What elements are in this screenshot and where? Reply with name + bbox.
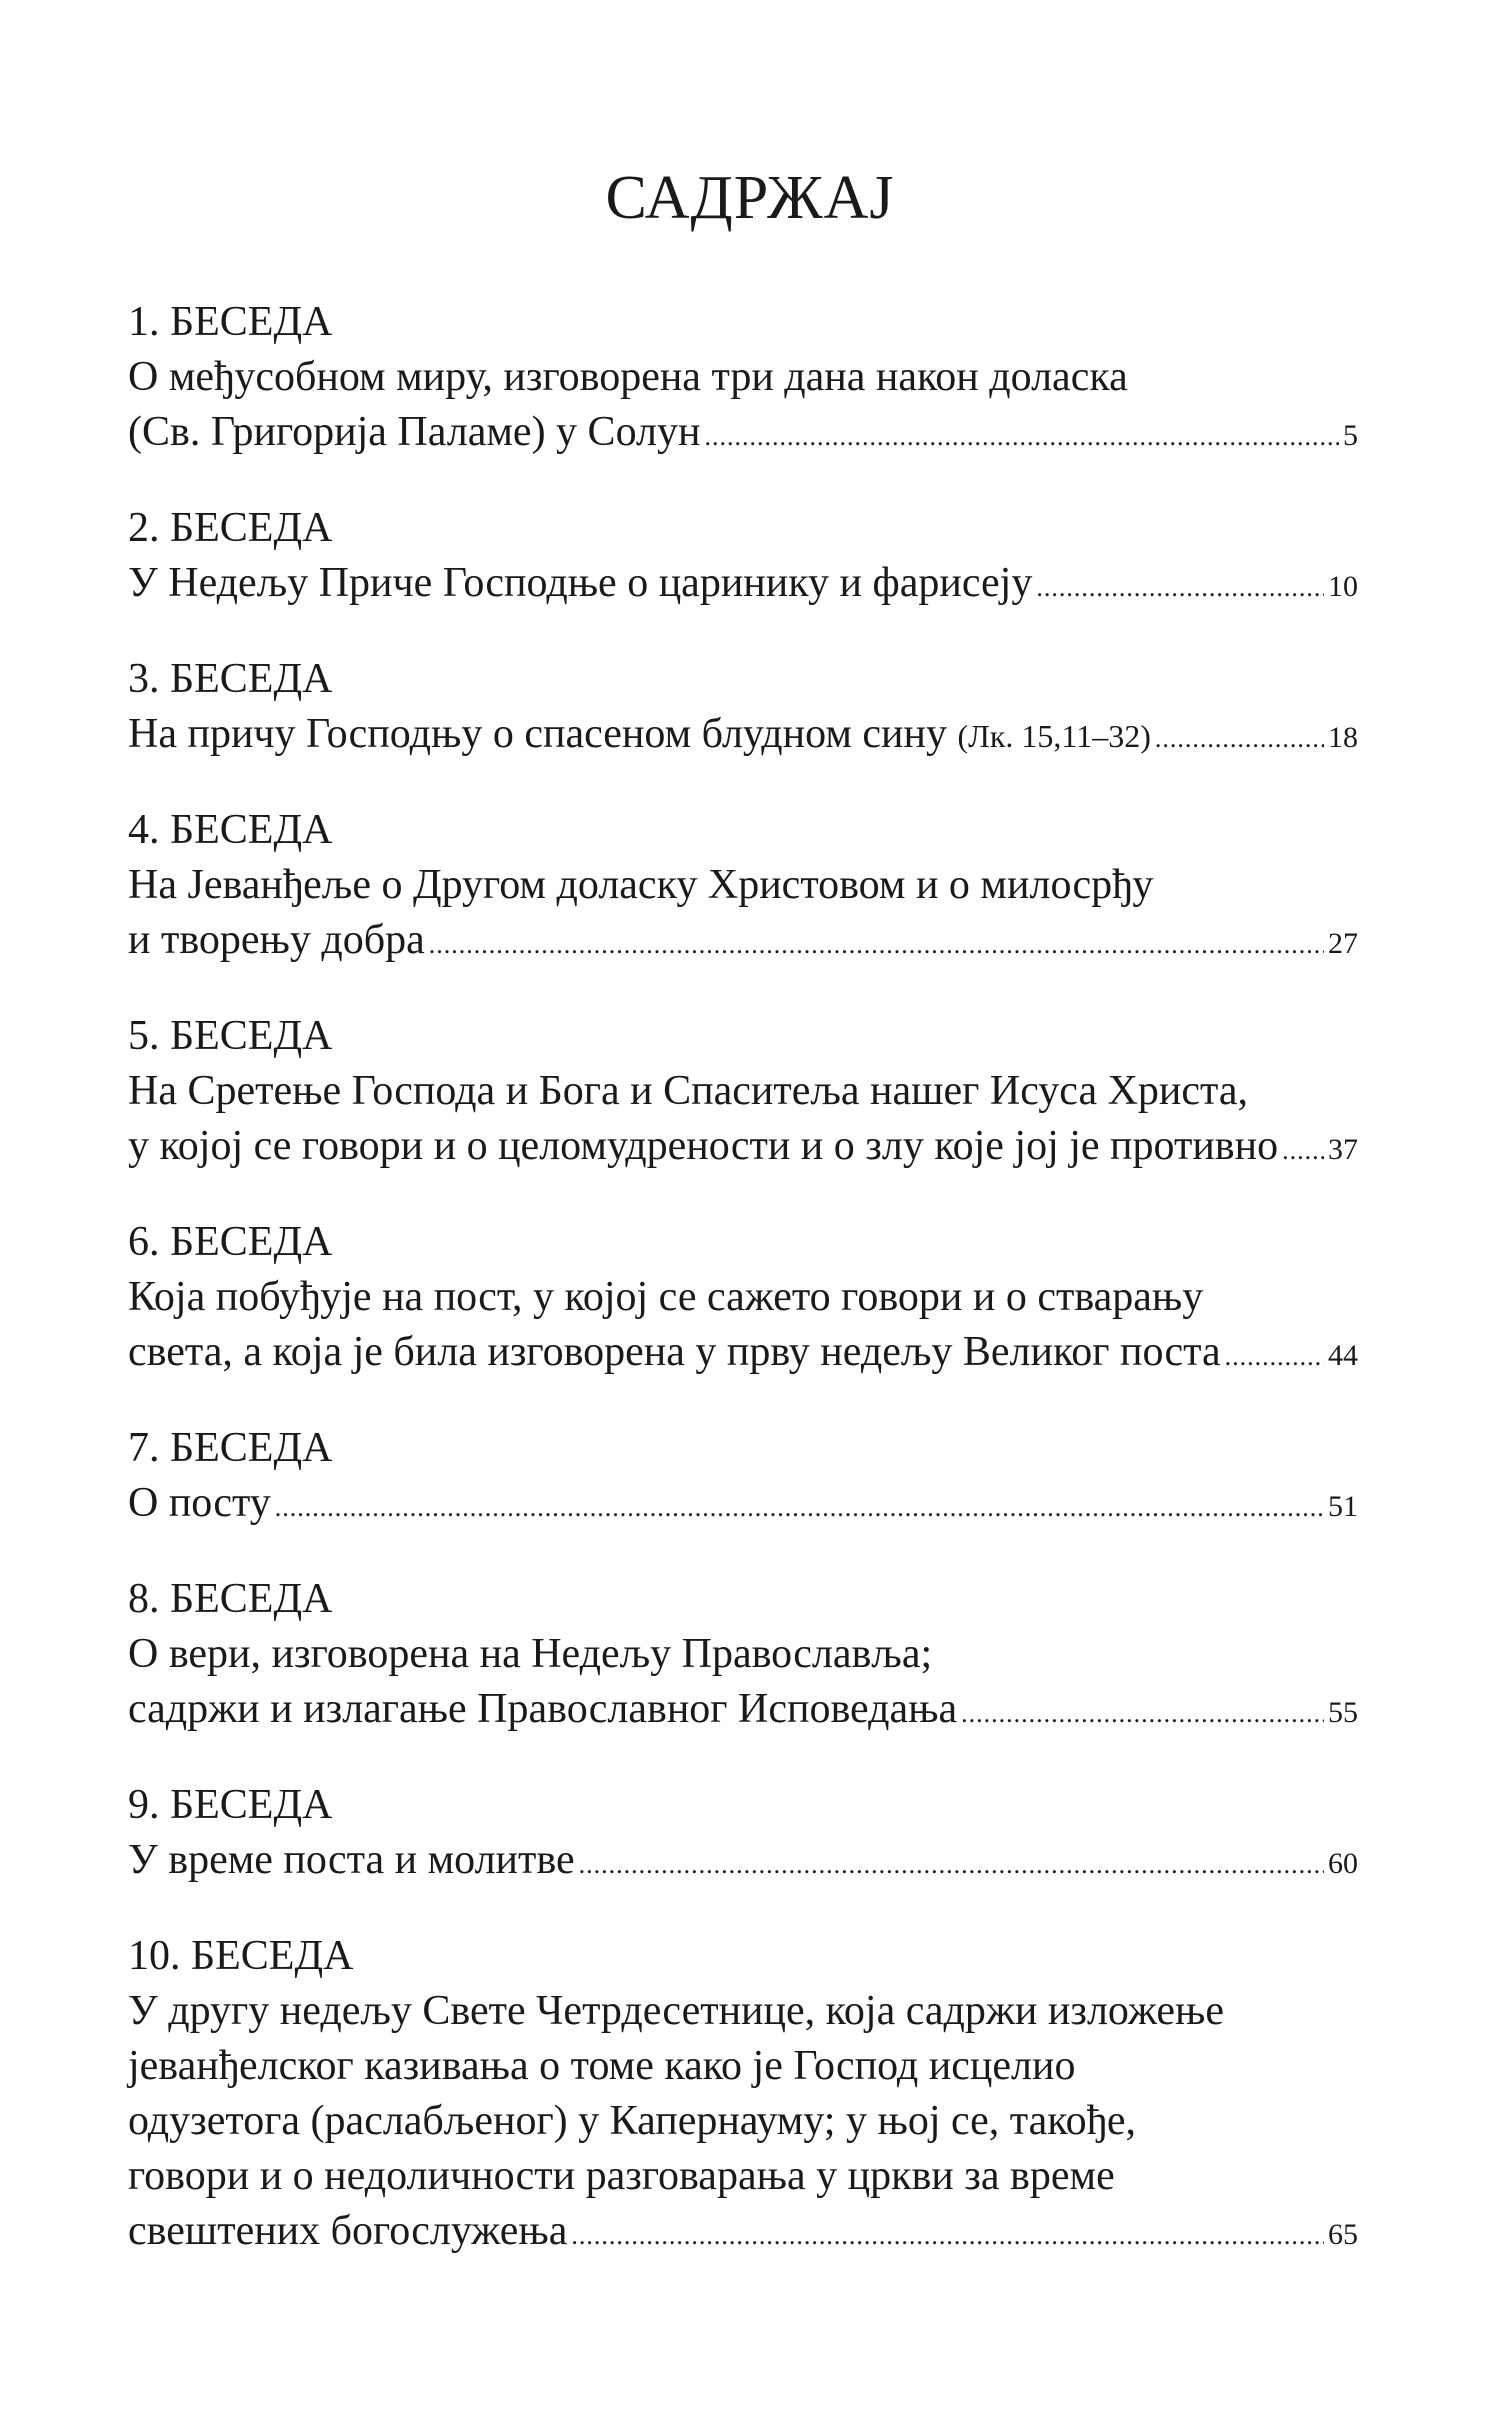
entry-heading: 5. БЕСЕДА bbox=[128, 1013, 333, 1059]
page-number: 51 bbox=[1328, 1490, 1358, 1523]
entry-last-line[interactable] bbox=[128, 707, 1358, 766]
page-number: 55 bbox=[1328, 1696, 1358, 1729]
toc-entry bbox=[128, 652, 1358, 766]
entry-text: На причу Господњу о спасеном блудном сину bbox=[128, 711, 947, 757]
entry-heading: 2. БЕСЕДА bbox=[128, 505, 333, 551]
toc-entry bbox=[128, 1572, 1358, 1741]
page-number: 37 bbox=[1328, 1133, 1358, 1166]
entry-text-line: јеванђелског казивања о томе како је Господ исцелио bbox=[128, 2043, 1076, 2089]
entry-heading: 7. БЕСЕДА bbox=[128, 1425, 333, 1471]
entry-heading: 8. БЕСЕДА bbox=[128, 1576, 333, 1622]
entry-text-line: У време поста и молитве bbox=[128, 1837, 575, 1883]
toc-entry bbox=[128, 1421, 1358, 1535]
entry-heading: 4. БЕСЕДА bbox=[128, 807, 333, 853]
entry-text-line: У другу недељу Свете Четрдесетнице, која садржи изложење bbox=[128, 1988, 1224, 2034]
toc-entry bbox=[128, 1215, 1358, 1384]
entry-last-line[interactable] bbox=[128, 913, 1358, 972]
entry-heading: 10. БЕСЕДА bbox=[128, 1933, 354, 1979]
entry-last-line[interactable] bbox=[128, 1119, 1358, 1178]
entry-last-line[interactable] bbox=[128, 2204, 1358, 2263]
entry-text-line: свештених богослужења bbox=[128, 2208, 568, 2254]
entry-text-line: у којој се говори и о целомудрености и о злу које јој је противно bbox=[128, 1123, 1279, 1169]
entry-last-line[interactable] bbox=[128, 1682, 1358, 1741]
dot-leader bbox=[579, 1837, 1324, 1892]
entry-text-line: О посту bbox=[128, 1480, 271, 1526]
entry-last-line[interactable] bbox=[128, 556, 1358, 615]
page-number: 18 bbox=[1328, 721, 1358, 754]
entry-text-line: О вери, изговорена на Недељу Православља; bbox=[128, 1631, 933, 1677]
dot-leader bbox=[704, 409, 1339, 464]
entry-heading: 1. БЕСЕДА bbox=[128, 299, 333, 345]
dot-leader bbox=[275, 1480, 1324, 1535]
toc-entry bbox=[128, 295, 1358, 464]
entry-text-line: говори и о недоличности разговарања у цркви за време bbox=[128, 2153, 1115, 2199]
entry-text-line bbox=[128, 707, 1151, 764]
page-number: 10 bbox=[1328, 570, 1358, 603]
scripture-reference: (Лк. 15,11–32) bbox=[957, 718, 1151, 754]
entry-heading: 9. БЕСЕДА bbox=[128, 1782, 333, 1828]
toc-entry bbox=[128, 1778, 1358, 1892]
dot-leader bbox=[1225, 1329, 1324, 1384]
entry-last-line[interactable] bbox=[128, 405, 1358, 464]
entry-text-line: садржи и излагање Православног Исповедања bbox=[128, 1686, 958, 1732]
entry-last-line[interactable] bbox=[128, 1476, 1358, 1535]
dot-leader bbox=[571, 2208, 1324, 2263]
toc-entry bbox=[128, 1009, 1358, 1178]
entry-text-line: (Св. Григорија Паламе) у Солун bbox=[128, 409, 701, 455]
page-number: 27 bbox=[1328, 927, 1358, 960]
toc-entry bbox=[128, 803, 1358, 972]
toc-entry bbox=[128, 1929, 1358, 2263]
dot-leader bbox=[1155, 711, 1324, 766]
entry-text-line: Која побуђује на пост, у којој се сажето говори и о стварању bbox=[128, 1274, 1204, 1320]
page-number: 5 bbox=[1343, 419, 1358, 452]
dot-leader bbox=[961, 1686, 1324, 1741]
entry-text-line: У Недељу Приче Господње о царинику и фарисеју bbox=[128, 560, 1033, 606]
toc-entry bbox=[128, 501, 1358, 615]
entry-last-line[interactable] bbox=[128, 1833, 1358, 1892]
entry-text-line: и творењу добра bbox=[128, 917, 425, 963]
page-number: 44 bbox=[1328, 1339, 1358, 1372]
page-number: 65 bbox=[1328, 2218, 1358, 2251]
entry-text-line: одузетога (раслабљеног) у Капернауму; у њој се, такође, bbox=[128, 2098, 1136, 2144]
dot-leader bbox=[1036, 560, 1324, 615]
page-number: 60 bbox=[1328, 1847, 1358, 1880]
dot-leader bbox=[429, 917, 1324, 972]
dot-leader bbox=[1282, 1123, 1324, 1178]
table-of-contents bbox=[128, 295, 1358, 2300]
entry-heading: 6. БЕСЕДА bbox=[128, 1219, 333, 1265]
entry-text-line: О међусобном миру, изговорена три дана након доласка bbox=[128, 354, 1128, 400]
entry-text-line: На Јеванђеље о Другом доласку Христовом и о милосрђу bbox=[128, 862, 1154, 908]
entry-last-line[interactable] bbox=[128, 1325, 1358, 1384]
entry-text-line: света, а која је била изговорена у прву недељу Великог поста bbox=[128, 1329, 1221, 1375]
entry-heading: 3. БЕСЕДА bbox=[128, 656, 333, 702]
entry-text-line: На Сретење Господа и Бога и Спаситеља нашег Исуса Христа, bbox=[128, 1068, 1249, 1114]
page-title: САДРЖАЈ bbox=[605, 164, 895, 232]
